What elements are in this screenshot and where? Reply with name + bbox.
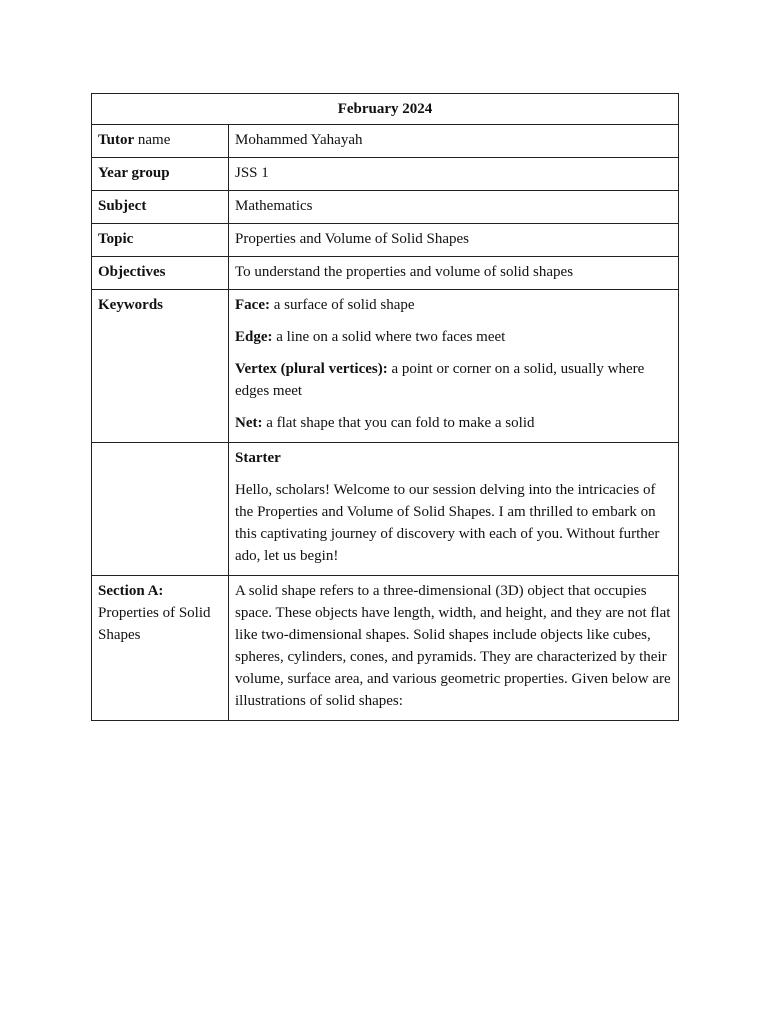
keyword-definition: a flat shape that you can fold to make a solid [262, 415, 535, 431]
table-row-section-a [92, 576, 679, 721]
table-title: February 2024 [92, 94, 679, 125]
table-row-starter [92, 443, 679, 576]
keyword-term: Face: [235, 297, 270, 313]
keyword-term: Net: [235, 415, 263, 431]
keyword-term: Vertex (plural vertices): [235, 361, 388, 377]
keyword-definition: a surface of solid shape [269, 297, 415, 313]
table-row-year-group [92, 158, 679, 191]
topic-value: Properties and Volume of Solid Shapes [229, 224, 679, 257]
section-a-label-bold: Section A: [98, 583, 164, 599]
keyword-definition: a line on a solid where two faces meet [272, 329, 506, 345]
keyword-definition: a point or corner on a solid, usually where edges meet [235, 361, 645, 399]
starter-content [229, 443, 679, 576]
objectives-value: To understand the properties and volume of solid shapes [229, 257, 679, 290]
objectives-label: Objectives [92, 257, 229, 290]
starter-heading: Starter [235, 450, 281, 466]
section-a-text: A solid shape refers to a three-dimensional (3D) object that occupies space. These objects have length, width, and height, and they are not flat like two-dimensional shapes. Solid shapes include objects like cubes, spheres, cylinders, cones, and pyramids. They are characterized by their volume, surface area, and various geometric properties. Given below are illustrations of solid shapes: [235, 583, 671, 709]
tutor-label [92, 125, 229, 158]
subject-label: Subject [92, 191, 229, 224]
keyword-edge [235, 326, 672, 348]
section-a-content [229, 576, 679, 721]
keyword-term: Edge: [235, 329, 273, 345]
table-row-keywords [92, 290, 679, 443]
table-row-objectives [92, 257, 679, 290]
keyword-vertex [235, 358, 672, 402]
topic-label: Topic [92, 224, 229, 257]
tutor-label-bold: Tutor [98, 132, 135, 148]
subject-value: Mathematics [229, 191, 679, 224]
table-row-topic [92, 224, 679, 257]
table-row-subject [92, 191, 679, 224]
section-a-label-rest: Properties of Solid Shapes [98, 605, 211, 643]
year-group-value: JSS 1 [229, 158, 679, 191]
table-header-row [92, 94, 679, 125]
keyword-face [235, 294, 672, 316]
starter-label-empty [92, 443, 229, 576]
keyword-net [235, 412, 672, 434]
starter-text: Hello, scholars! Welcome to our session delving into the intricacies of the Properties and Volume of Solid Shapes. I am thrilled to embark on this captivating journey of discovery with each of you. Without further ado, let us begin! [235, 482, 660, 564]
keywords-label: Keywords [92, 290, 229, 443]
section-a-label [92, 576, 229, 721]
keywords-list [229, 290, 679, 443]
tutor-label-rest: name [134, 132, 171, 148]
tutor-value: Mohammed Yahayah [229, 125, 679, 158]
year-group-label: Year group [92, 158, 229, 191]
table-row-tutor [92, 125, 679, 158]
lesson-plan-table [91, 93, 679, 721]
